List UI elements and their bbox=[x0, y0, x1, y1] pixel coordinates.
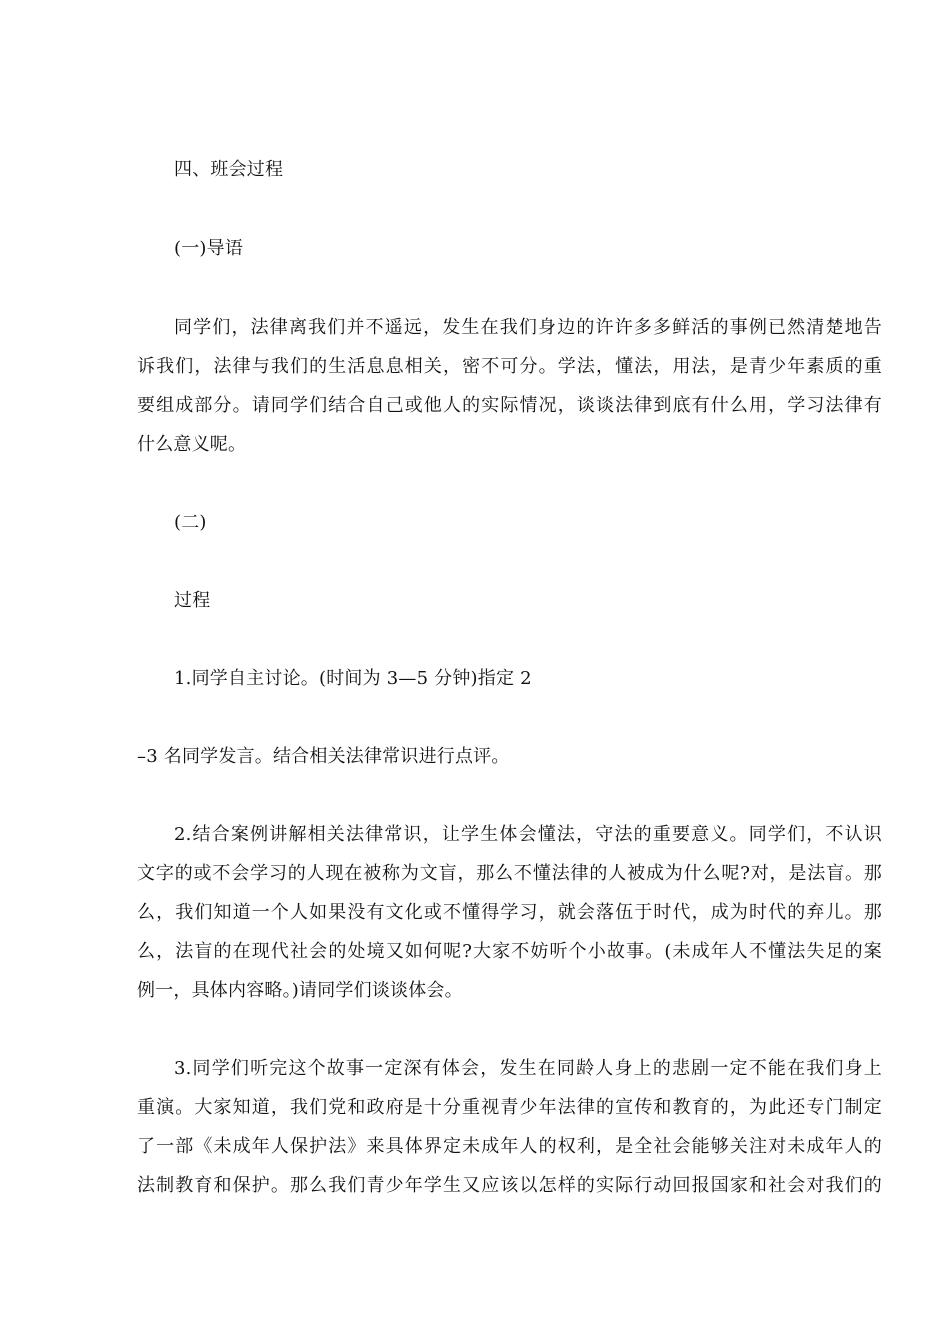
paragraph-line: 么，法盲的在现代社会的处境又如何呢?大家不妨听个小故事。(未成年人不懂法失足的案 bbox=[137, 941, 882, 962]
paragraph-line: 重演。大家知道，我们党和政府是十分重视青少年法律的宣传和教育的，为此还专门制定 bbox=[137, 1097, 882, 1118]
paragraph-line: 要组成部分。请同学们结合自己或他人的实际情况，谈谈法律到底有什么用，学习法律有 bbox=[137, 395, 882, 416]
paragraph-line: 法制教育和保护。那么我们青少年学生又应该以怎样的实际行动回报国家和社会对我们的 bbox=[137, 1175, 882, 1196]
paragraph-line: 例一，具体内容略。)请同学们谈谈体会。 bbox=[137, 980, 463, 1001]
paragraph-line: 3.同学们听完这个故事一定深有体会，发生在同龄人身上的悲剧一定不能在我们身上 bbox=[174, 1058, 882, 1079]
subheading-two: (二) bbox=[174, 512, 207, 533]
list-item-1-continued: –3 名同学发言。结合相关法律常识进行点评。 bbox=[137, 746, 510, 767]
list-item-1: 1.同学自主讨论。(时间为 3—5 分钟)指定 2 bbox=[174, 668, 532, 689]
paragraph-line: 同学们，法律离我们并不遥远，发生在我们身边的许许多多鲜活的事例已然清楚地告 bbox=[174, 317, 882, 338]
section-heading: 四、班会过程 bbox=[174, 159, 284, 180]
paragraph-line: 2.结合案例讲解相关法律常识，让学生体会懂法，守法的重要意义。同学们，不认识 bbox=[174, 824, 882, 845]
paragraph-line: 文字的或不会学习的人现在被称为文盲，那么不懂法律的人被成为什么呢?对，是法盲。那 bbox=[137, 863, 882, 884]
subheading-intro: (一)导语 bbox=[174, 238, 244, 259]
paragraph-line: 什么意义呢。 bbox=[137, 434, 247, 455]
paragraph-line: 了一部《未成年人保护法》来具体界定未成年人的权利，是全社会能够关注对未成年人的 bbox=[137, 1136, 882, 1157]
paragraph-line: 诉我们，法律与我们的生活息息相关，密不可分。学法，懂法，用法，是青少年素质的重 bbox=[137, 356, 882, 377]
subheading-process: 过程 bbox=[174, 590, 211, 611]
paragraph-line: 么，我们知道一个人如果没有文化或不懂得学习，就会落伍于时代，成为时代的弃儿。那 bbox=[137, 902, 882, 923]
